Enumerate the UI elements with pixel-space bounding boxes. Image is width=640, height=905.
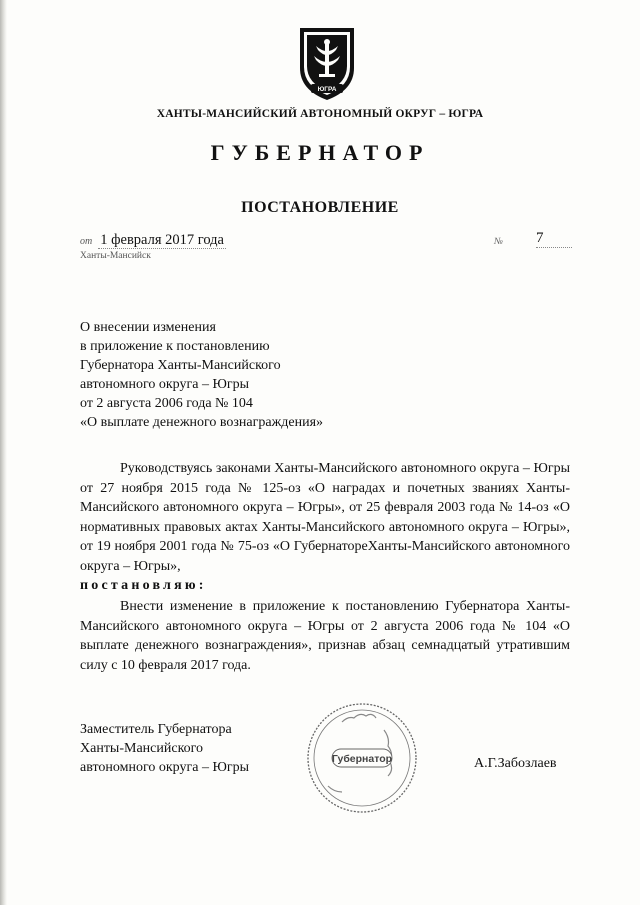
- resolve-word: постановляю:: [80, 578, 207, 593]
- document-type: ПОСТАНОВЛЕНИЕ: [241, 199, 399, 216]
- preamble-paragraph: [80, 459, 570, 596]
- decision-paragraph: [80, 597, 570, 675]
- place-of-issue: Ханты-Мансийск: [80, 251, 151, 261]
- emblem-caption: ЮГРА: [317, 86, 337, 93]
- coat-of-arms-icon: [292, 22, 362, 104]
- signatory-title: [80, 720, 249, 777]
- authority-title: ГУБЕРНАТОР: [210, 140, 430, 165]
- subject-line: автономного округа – Югры: [80, 377, 249, 392]
- document-number: 7: [536, 230, 572, 248]
- subject-line: от 2 августа 2006 года № 104: [80, 396, 253, 411]
- scan-edge: [0, 0, 7, 905]
- subject-line: в приложение к постановлению: [80, 339, 270, 354]
- signatory-title-line: Ханты-Мансийского: [80, 741, 204, 756]
- decision-text: Внести изменение в приложение к постановлению Губернатора Ханты-Мансийского автономного округа – Югры от 2 августа 2006 года № 104 «О выплате денежного вознаграждения», признав абзац семнадцатый утратившим силу с 10 февраля 2017 года.: [80, 599, 570, 673]
- region-name: ХАНТЫ-МАНСИЙСКИЙ АВТОНОМНЫЙ ОКРУГ – ЮГРА: [156, 108, 484, 120]
- date-prefix: от: [80, 236, 93, 247]
- document-subject: [80, 318, 323, 432]
- date-line: [80, 232, 226, 249]
- number-sign: №: [494, 237, 503, 247]
- subject-line: Губернатора Ханты-Мансийского: [80, 358, 281, 373]
- official-seal-icon: [304, 700, 420, 816]
- document-date: 1 февраля 2017 года: [100, 232, 224, 248]
- signatory-title-line: Заместитель Губернатора: [80, 722, 232, 737]
- preamble-text: Руководствуясь законами Ханты-Мансийского автономного округа – Югры от 27 ноября 2015 года № 125-оз «О наградах и почетных званиях Ханты-Мансийского автономного округа – Югры», от 25 февраля 2003 года № 14-оз «О нормативных правовых актах Ханты-Мансийского автономного округа – Югры», от 19 ноября 2001 года № 75-оз «О ГубернатореХанты-Мансийского автономного округа – Югры»,: [80, 461, 570, 574]
- seal-text: Губернатор: [331, 753, 393, 765]
- subject-line: О внесении изменения: [80, 320, 216, 335]
- signatory-name: А.Г.Забозлаев: [474, 756, 557, 771]
- subject-line: «О выплате денежного вознаграждения»: [80, 415, 324, 430]
- signatory-title-line: автономного округа – Югры: [80, 760, 249, 775]
